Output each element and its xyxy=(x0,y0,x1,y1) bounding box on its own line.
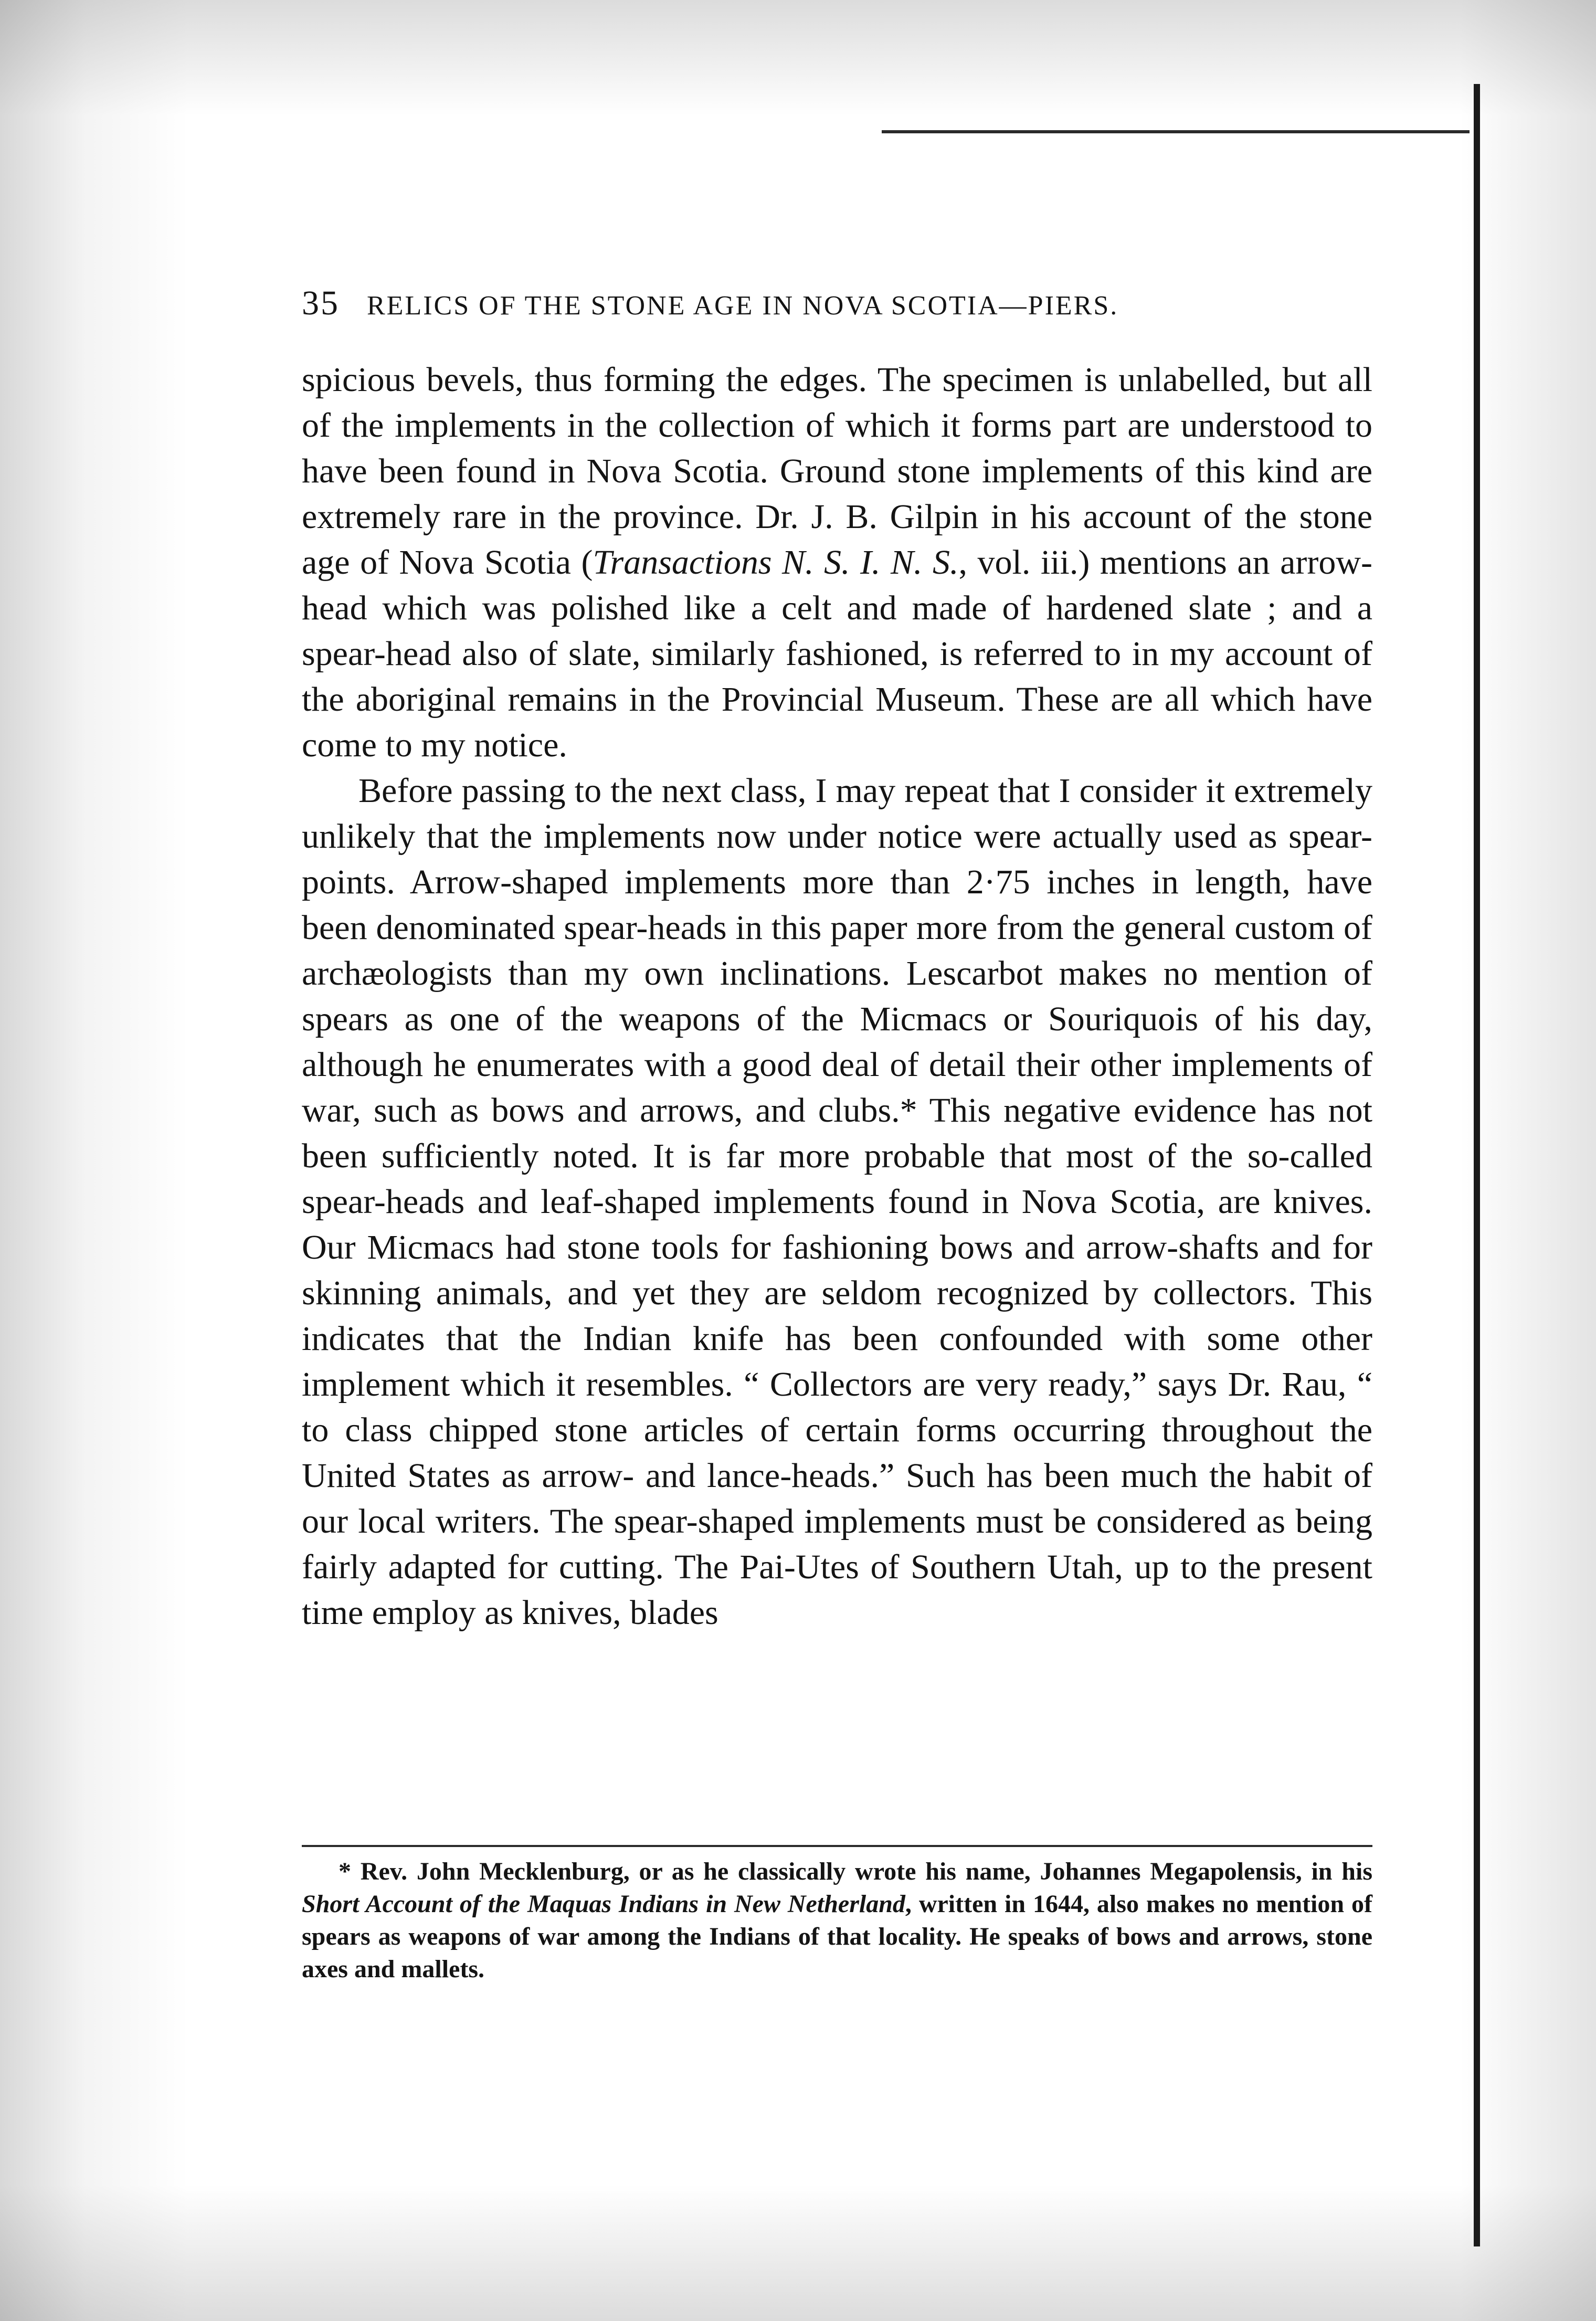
footnote-text-end: , written in 1644, also makes no mention of spears as weapons of war among the Indians of that locality. He speaks of bows and arrows, stone axes and mallets. xyxy=(302,1890,1372,1983)
body-text xyxy=(302,357,1372,1636)
binding-edge-line xyxy=(1474,84,1480,2246)
paragraph-1 xyxy=(302,357,1372,768)
paragraph-2: Before passing to the next class, I may repeat that I consider it extremely unlikely that the implements now under notice were actually used as spear-points. Arrow-shaped implements more than 2·75 inches in length, have been denominated spear-heads in this paper more from the general custom of archæologists than my own inclinations. Lescarbot makes no mention of spears as one of the weapons of the Micmacs or Souriquois of his day, although he enumerates with a good deal of detail their other implements of war, such as bows and arrows, and clubs.* This negative evidence has not been sufficiently noted. It is far more probable that most of the so-called spear-heads and leaf-shaped implements found in Nova Scotia, are knives. Our Micmacs had stone tools for fashioning bows and arrow-shafts and for skinning animals, and yet they are seldom recognized by collectors. This indicates that the Indian knife has been confounded with some other implement which it resembles. “ Collectors are very ready,” says Dr. Rau, “ to class chipped stone articles of certain forms occurring throughout the United States as arrow- and lance-heads.” Such has been much the habit of our local writers. The spear-shaped implements must be considered as being fairly adapted for cutting. The Pai-Utes of Southern Utah, up to the present time employ as knives, blades xyxy=(302,772,1372,1632)
top-scan-line xyxy=(882,130,1470,133)
running-title: RELICS OF THE STONE AGE IN NOVA SCOTIA—PIERS. xyxy=(367,291,1119,321)
footnote xyxy=(302,1855,1372,1986)
scan-shadow-top xyxy=(0,0,1596,115)
paragraph-1-text: spicious bevels, thus forming the edges. The specimen is unlabelled, but all of the implements in the collection of which it forms part are understood to have been found in Nova Scotia. Ground stone implements of this kind are extremely rare in the province. Dr. J. B. Gilpin in his account of the stone age of Nova Scotia ( xyxy=(302,361,1372,582)
page-header xyxy=(302,283,1372,323)
footnote-text-start: * Rev. John Mecklenburg, or as he classically wrote his name, Johannes Megapolensis, in his xyxy=(339,1858,1372,1885)
footnote-rule xyxy=(302,1845,1372,1847)
scan-shadow-right xyxy=(1460,0,1596,2321)
footnote-citation: Short Account of the Maquas Indians in New Netherland xyxy=(302,1890,905,1918)
footnote-paragraph xyxy=(302,1855,1372,1986)
scan-shadow-bottom xyxy=(0,2185,1596,2321)
paragraph-1-end: , vol. iii.) mentions an arrow-head which was polished like a celt and made of hardened slate ; and a spear-head also of slate, similarly fashioned, is referred to in my account of the aboriginal remains in the Provincial Museum. These are all which have come to my notice. xyxy=(302,543,1372,764)
scan-shadow-left xyxy=(0,0,189,2321)
page-number: 35 xyxy=(302,284,340,322)
paragraph-1-citation: Transactions N. S. I. N. S. xyxy=(593,543,959,582)
